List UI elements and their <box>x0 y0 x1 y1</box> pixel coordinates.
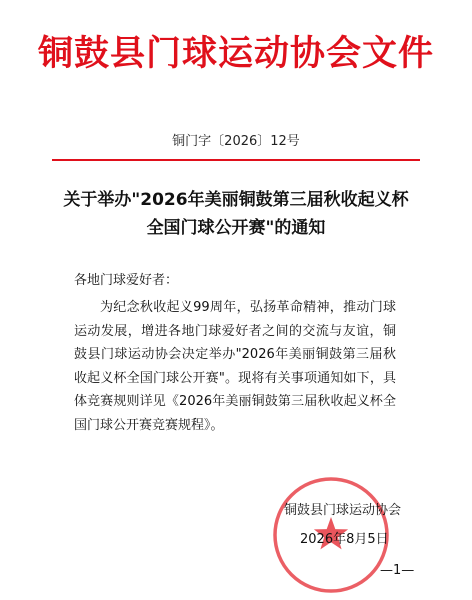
signature-date: 2026年8月5日 <box>300 532 389 547</box>
document-header-title: 铜鼓县门球运动协会文件 <box>37 34 434 74</box>
document-number: 铜门字〔2026〕12号 <box>172 134 300 149</box>
signature-organization: 铜鼓县门球运动协会 <box>284 503 402 518</box>
body-paragraph: 为纪念秋收起义99周年，弘扬革命精神，推动门球运动发展，增进各地门球爱好者之间的交流与友谊，铜鼓县门球运动协会决定举办"2026年美丽铜鼓第三届秋收起义杯全国门球公开赛"。现将有关事项通知如下，具体竞赛规则详见《2026年美丽铜鼓第三届秋收起义杯全国门球公开赛竞赛规程》。 <box>74 300 396 433</box>
salutation: 各地门球爱好者： <box>74 273 179 288</box>
page-number: —1— <box>380 563 415 578</box>
notice-title: 关于举办"2026年美丽铜鼓第三届秋收起义杯全国门球公开赛"的通知 <box>63 190 409 238</box>
red-divider-line <box>52 159 420 161</box>
